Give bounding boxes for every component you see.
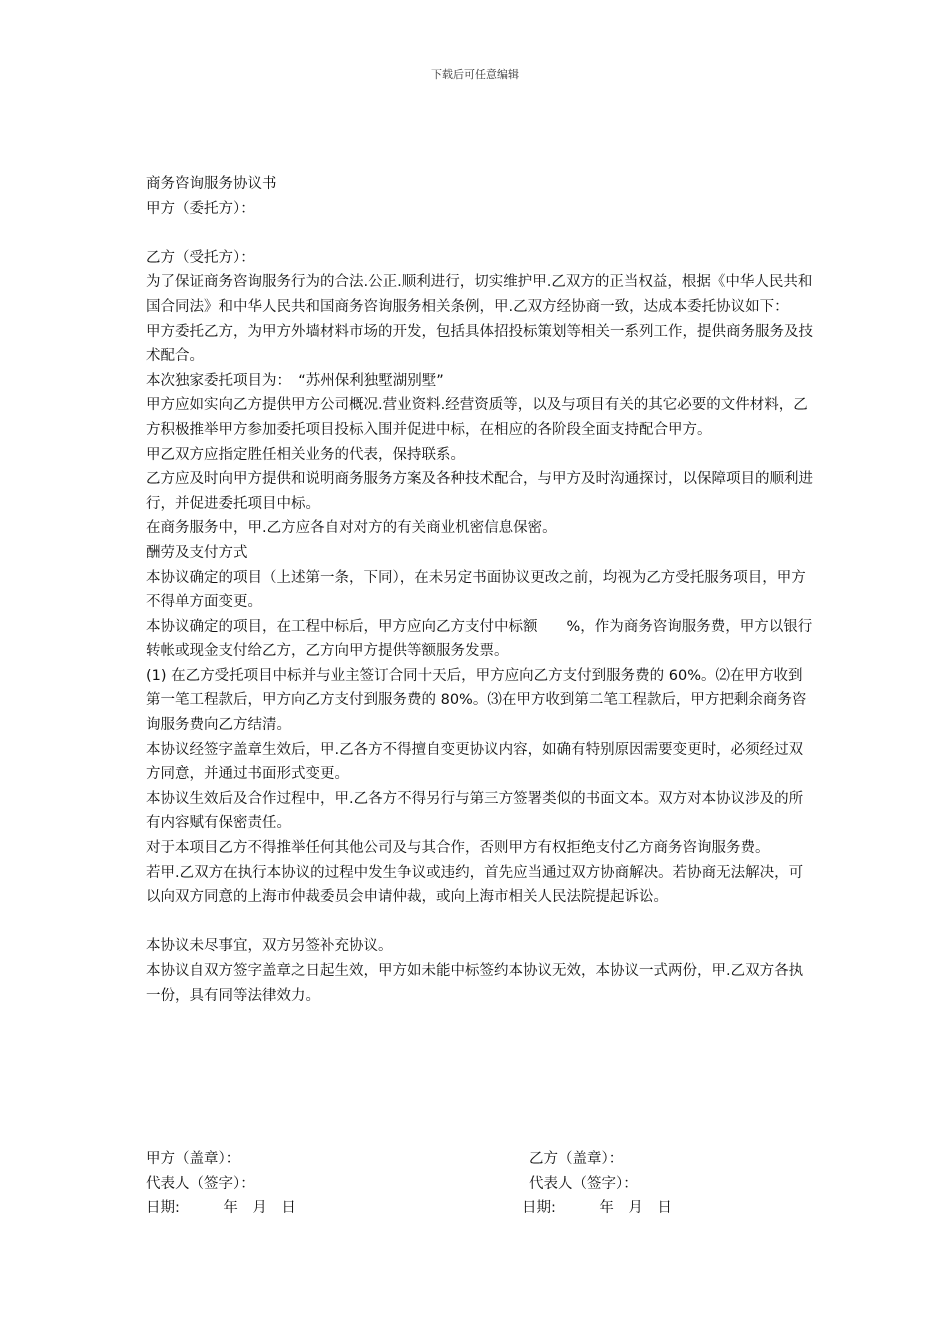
party-b-seal: 乙方（盖章）： — [529, 1151, 624, 1167]
party-b-line: 乙方（受托方）： — [146, 249, 255, 266]
party-b-date: 日期: 年 月 日 — [522, 1200, 672, 1217]
party-a-representative: 代表人（签字）： — [146, 1175, 255, 1192]
paragraph-service-plan: 乙方应及时向甲方提供和说明商务服务方案及各种技术配合，与甲方及时沟通探讨，以保障项目的顺利进行，并促进委托项目中标。 — [146, 471, 813, 512]
spacer — [146, 910, 816, 935]
document-title: 商务咨询服务协议书 — [146, 176, 277, 192]
representative-row — [146, 1172, 816, 1197]
paragraph-disputes: 若甲.乙双方在执行本协议的过程中发生争议或违约，首先应当通过双方协商解决。若协商无法解决，可以向双方同意的上海市仲裁委员会申请仲裁，或向上海市相关人民法院提起诉讼。 — [146, 864, 804, 906]
paragraph-scope: 甲方委托乙方，为甲方外墙材料市场的开发，包括具体招投标策划等相关一系列工作，提供商务服务及技术配合。 — [146, 323, 813, 365]
paragraph-no-other-companies: 对于本项目乙方不得推举任何其他公司及与其合作，否则甲方有权拒绝支付乙方商务咨询服务费。 — [146, 840, 770, 857]
party-a-line: 甲方（委托方）： — [146, 200, 255, 217]
paragraph-supplement: 本协议未尽事宜，双方另签补充协议。 — [146, 938, 393, 955]
section-heading-payment: 酬劳及支付方式 — [146, 544, 248, 561]
paragraph-payment-schedule: (1) 在乙方受托项目中标并与业主签订合同十天后，甲方应向乙方支付到服务费的 60%。⑵在甲方收到第一笔工程款后，甲方向乙方支付到服务费的 80%。⑶在甲方收到第二笔工程款后，甲方把剩余商务咨询服务费向乙方结清。 — [146, 667, 807, 734]
seal-row — [146, 1147, 816, 1172]
paragraph-confidentiality: 在商务服务中，甲.乙方应各自对对方的有关商业机密信息保密。 — [146, 520, 557, 537]
signature-block — [146, 1147, 816, 1221]
party-a-seal: 甲方（盖章）： — [146, 1151, 241, 1167]
paragraph-exclusivity: 本协议生效后及合作过程中，甲.乙各方不得另行与第三方签署类似的书面文本。双方对本协议涉及的所有内容赋有保密责任。 — [146, 790, 804, 832]
paragraph-preamble: 为了保证商务咨询服务行为的合法.公正.顺利进行，切实维护甲.乙双方的正当权益，根据《中华人民共和国合同法》和中华人民共和国商务咨询服务相关条例，甲.乙双方经协商一致，达成本委托协议如下： — [146, 274, 813, 315]
paragraph-changes: 本协议经签字盖章生效后，甲.乙各方不得擅自变更协议内容，如确有特别原因需要变更时，必须经过双方同意，并通过书面形式变更。 — [146, 741, 804, 783]
party-a-date: 日期: 年 月 日 — [146, 1200, 296, 1217]
date-row — [146, 1196, 816, 1221]
page-header-note: 下载后可任意编辑 — [431, 68, 519, 81]
spacer — [146, 221, 816, 246]
paragraph-project-definition: 本协议确定的项目（上述第一条，下同），在未另定书面协议更改之前，均视为乙方受托服务项目，甲方不得单方面变更。 — [146, 569, 806, 611]
paragraph-materials: 甲方应如实向乙方提供甲方公司概况.营业资料.经营资质等，以及与项目有关的其它必要的文件材料，乙方积极推举甲方参加委托项目投标入围并促进中标，在相应的各阶段全面支持配合甲方。 — [146, 397, 808, 438]
paragraph-representatives: 甲乙双方应指定胜任相关业务的代表，保持联系。 — [146, 446, 465, 463]
agreement-body — [146, 172, 816, 1008]
paragraph-project: 本次独家委托项目为： “苏州保利独墅湖别墅” — [146, 372, 444, 389]
paragraph-effectiveness: 本协议自双方签字盖章之日起生效，甲方如未能中标签约本协议无效，本协议一式两份，甲.乙双方各执一份，具有同等法律效力。 — [146, 963, 804, 1004]
paragraph-fee: 本协议确定的项目，在工程中标后，甲方应向乙方支付中标额 %，作为商务咨询服务费，甲方以银行转帐或现金支付给乙方，乙方向甲方提供等额服务发票。 — [146, 618, 813, 660]
party-b-representative: 代表人（签字）： — [529, 1175, 638, 1192]
